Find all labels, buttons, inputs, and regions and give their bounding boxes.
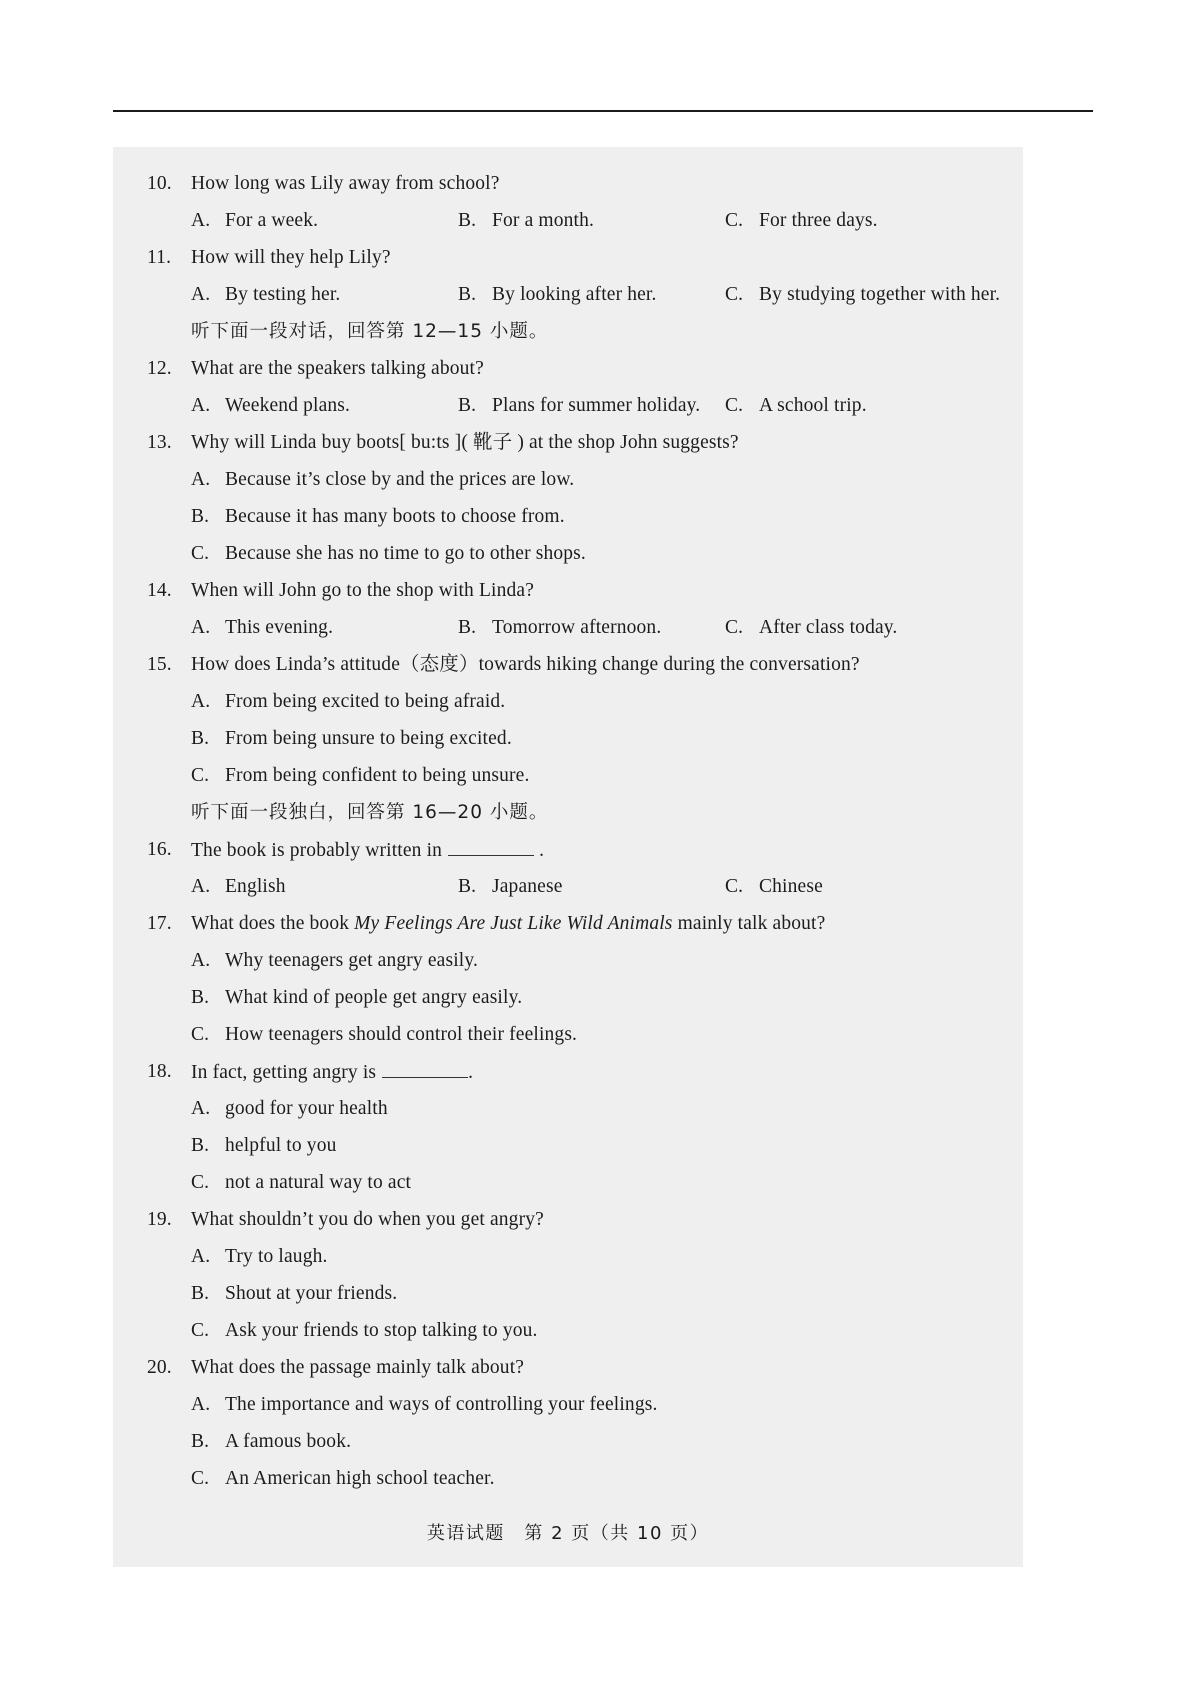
option-a bbox=[191, 689, 505, 715]
question-text-part: What does the passage mainly talk about? bbox=[191, 1357, 525, 1378]
option-letter: A. bbox=[191, 469, 211, 490]
question-text-part: When will John go to the shop with Linda? bbox=[191, 580, 535, 601]
option-text: Why teenagers get angry easily. bbox=[225, 950, 478, 971]
option-a bbox=[191, 282, 340, 308]
option-c bbox=[191, 1170, 411, 1196]
option-letter: A. bbox=[191, 876, 211, 897]
option-letter: A. bbox=[191, 1394, 211, 1415]
option-b bbox=[191, 985, 522, 1011]
option-b bbox=[458, 393, 700, 419]
option-text: For a week. bbox=[225, 210, 319, 231]
option-text: Tomorrow afternoon. bbox=[492, 617, 662, 638]
question-text: In fact, getting angry is . bbox=[191, 1059, 473, 1086]
page-footer: 英语试题 第 2 页（共 10 页） bbox=[426, 1523, 710, 1544]
option-a bbox=[191, 874, 286, 900]
question-text bbox=[191, 1207, 544, 1233]
question-text-part: The book is probably written in bbox=[191, 840, 443, 861]
question-text-part: How does Linda’s attitude（态度）towards hiking change during the conversation? bbox=[191, 654, 860, 675]
option-c bbox=[725, 208, 878, 234]
option-letter: B. bbox=[191, 728, 210, 749]
question-number: 17. bbox=[147, 913, 172, 934]
option-text: An American high school teacher. bbox=[225, 1468, 495, 1489]
option-letter: C. bbox=[191, 1468, 210, 1489]
question-text: The book is probably written in . bbox=[191, 837, 544, 864]
option-text: For a month. bbox=[492, 210, 595, 231]
question-number: 13. bbox=[147, 432, 172, 453]
option-letter: A. bbox=[191, 691, 211, 712]
option-letter: A. bbox=[191, 210, 211, 231]
option-letter: B. bbox=[191, 1135, 210, 1156]
question-text-part: mainly talk about? bbox=[672, 913, 826, 934]
option-text: How teenagers should control their feelings. bbox=[225, 1024, 578, 1045]
option-letter: C. bbox=[191, 1320, 210, 1341]
question-text-part: What are the speakers talking about? bbox=[191, 358, 484, 379]
question-text bbox=[191, 430, 739, 456]
option-letter: B. bbox=[191, 987, 210, 1008]
option-b bbox=[191, 1133, 337, 1159]
option-a bbox=[191, 208, 318, 234]
option-c bbox=[191, 1466, 495, 1492]
option-a bbox=[191, 393, 350, 419]
option-c bbox=[191, 541, 586, 567]
option-text: From being excited to being afraid. bbox=[225, 691, 506, 712]
question-text bbox=[191, 1355, 524, 1381]
option-text: good for your health bbox=[225, 1098, 388, 1119]
option-letter: B. bbox=[458, 876, 477, 897]
option-text: A school trip. bbox=[759, 395, 867, 416]
answer-blank bbox=[382, 1059, 468, 1078]
option-c bbox=[725, 282, 1000, 308]
book-title: My Feelings Are Just Like Wild Animals bbox=[354, 913, 673, 934]
question-text-part: How long was Lily away from school? bbox=[191, 173, 500, 194]
option-text: Because she has no time to go to other shops. bbox=[225, 543, 586, 564]
option-text: Plans for summer holiday. bbox=[492, 395, 701, 416]
question-number: 11. bbox=[147, 247, 172, 268]
option-c bbox=[725, 393, 867, 419]
option-letter: B. bbox=[191, 1283, 210, 1304]
option-text: A famous book. bbox=[225, 1431, 352, 1452]
question-text bbox=[191, 911, 825, 937]
option-letter: B. bbox=[458, 395, 477, 416]
option-letter: C. bbox=[725, 284, 744, 305]
option-b bbox=[191, 726, 512, 752]
option-letter: A. bbox=[191, 1098, 211, 1119]
option-letter: C. bbox=[191, 765, 210, 786]
option-letter: C. bbox=[725, 395, 744, 416]
option-text: Because it’s close by and the prices are low. bbox=[225, 469, 575, 490]
option-b bbox=[191, 1281, 397, 1307]
option-c bbox=[725, 615, 897, 641]
option-letter: C. bbox=[725, 617, 744, 638]
option-c bbox=[191, 1022, 577, 1048]
option-text: After class today. bbox=[759, 617, 898, 638]
question-number: 16. bbox=[147, 839, 172, 860]
question-number: 12. bbox=[147, 358, 172, 379]
option-b bbox=[458, 208, 594, 234]
option-text: By studying together with her. bbox=[759, 284, 1001, 305]
option-text: The importance and ways of controlling your feelings. bbox=[225, 1394, 658, 1415]
option-a bbox=[191, 1392, 658, 1418]
option-letter: B. bbox=[458, 210, 477, 231]
option-c bbox=[725, 874, 823, 900]
option-text: helpful to you bbox=[225, 1135, 337, 1156]
option-b bbox=[458, 874, 563, 900]
question-text-part: In fact, getting angry is bbox=[191, 1062, 377, 1083]
option-c bbox=[191, 763, 530, 789]
question-number: 10. bbox=[147, 173, 172, 194]
option-letter: B. bbox=[458, 284, 477, 305]
option-letter: C. bbox=[725, 876, 744, 897]
question-text-part: What shouldn’t you do when you get angry? bbox=[191, 1209, 544, 1230]
option-letter: B. bbox=[191, 506, 210, 527]
option-a bbox=[191, 1244, 328, 1270]
option-text: By testing her. bbox=[225, 284, 341, 305]
option-letter: C. bbox=[191, 1172, 210, 1193]
option-a bbox=[191, 467, 574, 493]
question-number: 15. bbox=[147, 654, 172, 675]
question-text-part: How will they help Lily? bbox=[191, 247, 391, 268]
option-a bbox=[191, 1096, 388, 1122]
question-number: 14. bbox=[147, 580, 172, 601]
option-letter: B. bbox=[191, 1431, 210, 1452]
option-letter: C. bbox=[725, 210, 744, 231]
option-letter: A. bbox=[191, 395, 211, 416]
option-text: English bbox=[225, 876, 286, 897]
question-text bbox=[191, 578, 534, 604]
section-instruction: 听下面一段独白，回答第 16—20 小题。 bbox=[191, 802, 549, 823]
option-a bbox=[191, 615, 333, 641]
option-text: Because it has many boots to choose from. bbox=[225, 506, 565, 527]
option-letter: A. bbox=[191, 284, 211, 305]
option-letter: C. bbox=[191, 543, 210, 564]
section-instruction: 听下面一段对话，回答第 12—15 小题。 bbox=[191, 321, 549, 342]
option-text: This evening. bbox=[225, 617, 334, 638]
option-text: not a natural way to act bbox=[225, 1172, 412, 1193]
option-letter: C. bbox=[191, 1024, 210, 1045]
question-text bbox=[191, 652, 860, 678]
option-text: From being unsure to being excited. bbox=[225, 728, 512, 749]
option-text: Weekend plans. bbox=[225, 395, 351, 416]
question-number: 19. bbox=[147, 1209, 172, 1230]
question-number: 18. bbox=[147, 1061, 172, 1082]
question-text bbox=[191, 245, 391, 271]
option-text: Chinese bbox=[759, 876, 823, 897]
option-b bbox=[191, 504, 565, 530]
option-letter: A. bbox=[191, 1246, 211, 1267]
header-rule bbox=[113, 110, 1093, 112]
option-letter: A. bbox=[191, 617, 211, 638]
option-b bbox=[458, 615, 661, 641]
option-text: From being confident to being unsure. bbox=[225, 765, 530, 786]
option-text: What kind of people get angry easily. bbox=[225, 987, 523, 1008]
option-text: Try to laugh. bbox=[225, 1246, 328, 1267]
option-b bbox=[458, 282, 657, 308]
question-text-part: What does the book bbox=[191, 913, 355, 934]
option-a bbox=[191, 948, 478, 974]
option-text: For three days. bbox=[759, 210, 878, 231]
question-text bbox=[191, 356, 484, 382]
option-letter: B. bbox=[458, 617, 477, 638]
option-b bbox=[191, 1429, 351, 1455]
option-text: By looking after her. bbox=[492, 284, 657, 305]
option-text: Shout at your friends. bbox=[225, 1283, 398, 1304]
answer-blank bbox=[448, 837, 534, 856]
question-text bbox=[191, 171, 500, 197]
option-text: Ask your friends to stop talking to you. bbox=[225, 1320, 538, 1341]
option-text: Japanese bbox=[492, 876, 563, 897]
exam-page bbox=[113, 147, 1023, 1567]
question-text-part: Why will Linda buy boots[ bu:ts ]( 靴子 ) at the shop John suggests? bbox=[191, 432, 739, 453]
question-number: 20. bbox=[147, 1357, 172, 1378]
option-c bbox=[191, 1318, 538, 1344]
option-letter: A. bbox=[191, 950, 211, 971]
